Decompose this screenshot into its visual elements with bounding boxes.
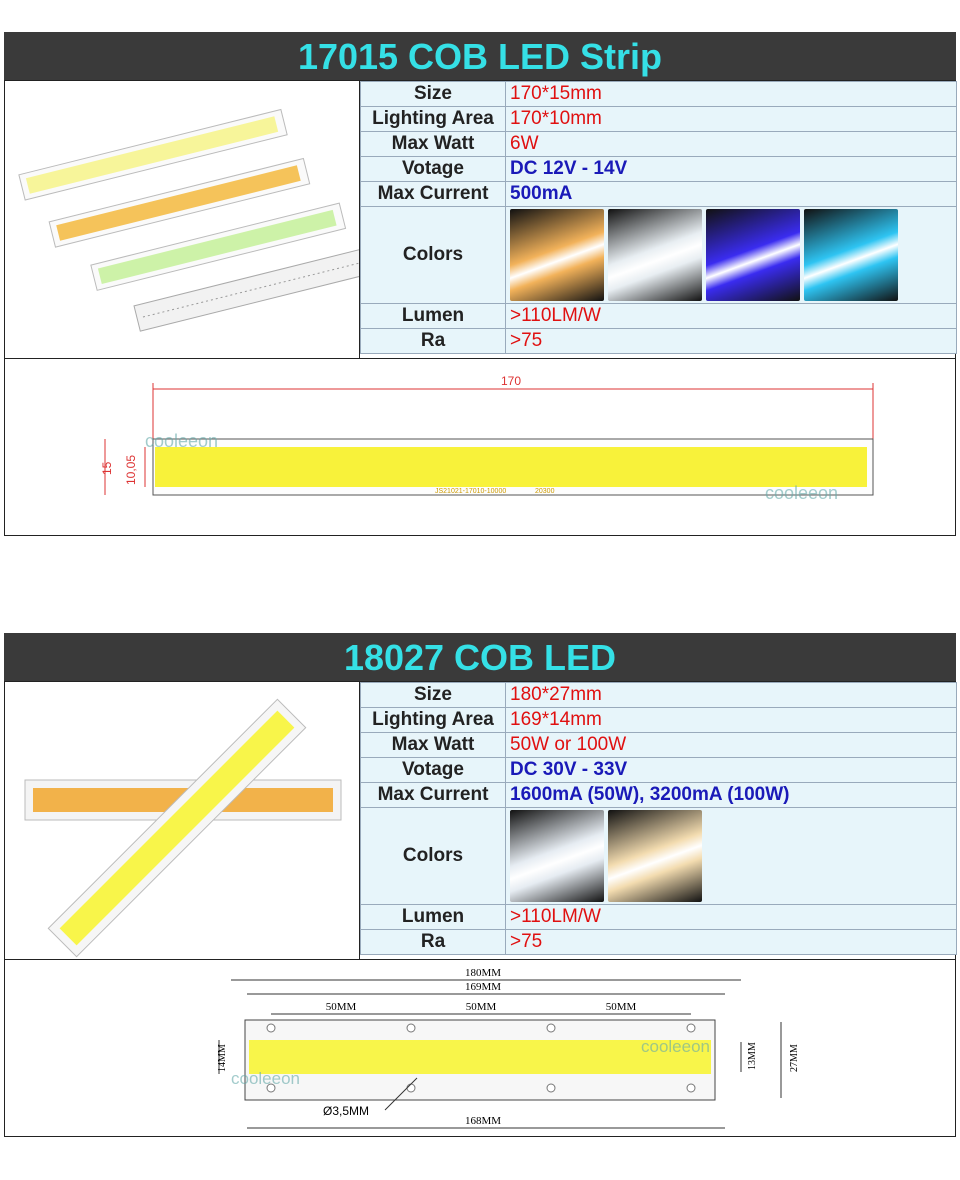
color-swatch bbox=[510, 810, 604, 902]
spec-value: 1600mA (50W), 3200mA (100W) bbox=[506, 783, 957, 808]
spec-value: >110LM/W bbox=[506, 304, 957, 329]
section-title: 17015 COB LED Strip bbox=[4, 32, 956, 80]
product-photo bbox=[5, 682, 360, 960]
spec-row-size bbox=[361, 683, 957, 708]
spec-label: Max Watt bbox=[361, 733, 506, 758]
spec-label: Colors bbox=[361, 808, 506, 905]
section-title: 18027 COB LED bbox=[4, 633, 956, 681]
spec-row-max-watt bbox=[361, 132, 957, 157]
product-photo bbox=[5, 81, 360, 359]
spec-label: Lighting Area bbox=[361, 107, 506, 132]
spec-label: Size bbox=[361, 683, 506, 708]
watermark: cooleeon bbox=[765, 483, 839, 503]
spec-label: Votage bbox=[361, 157, 506, 182]
spec-row-ra bbox=[361, 930, 957, 955]
spec-value: 170*10mm bbox=[506, 107, 957, 132]
spec-value: 169*14mm bbox=[506, 708, 957, 733]
spec-label: Ra bbox=[361, 329, 506, 354]
spec-table bbox=[360, 682, 957, 955]
pcb-text: JS21021-17010-10000 bbox=[435, 488, 507, 495]
dim-total-length: 180MM bbox=[464, 967, 502, 979]
spec-row-max-watt bbox=[361, 733, 957, 758]
color-swatch bbox=[804, 209, 898, 301]
product-section-17015 bbox=[4, 32, 956, 536]
spec-value: 180*27mm bbox=[506, 683, 957, 708]
spec-row-size bbox=[361, 82, 957, 107]
color-swatch bbox=[608, 810, 702, 902]
dim-length: 170 bbox=[500, 374, 522, 388]
color-swatch bbox=[706, 209, 800, 301]
spec-label: Lumen bbox=[361, 304, 506, 329]
spec-row-votage bbox=[361, 157, 957, 182]
spec-row-max-current bbox=[361, 182, 957, 207]
dim-spacing: 50MM bbox=[465, 1001, 497, 1013]
spec-row-ra bbox=[361, 329, 957, 354]
watermark: cooleeon bbox=[641, 1037, 711, 1056]
spec-label: Max Current bbox=[361, 182, 506, 207]
pcb-code: 20300 bbox=[535, 488, 555, 495]
dim-spacing: 50MM bbox=[325, 1001, 357, 1013]
color-swatches bbox=[506, 808, 957, 905]
dim-lit-height: 10,05 bbox=[124, 454, 138, 485]
product-spec-box bbox=[4, 681, 956, 961]
dimension-drawing bbox=[4, 959, 956, 1137]
spec-value: 6W bbox=[506, 132, 957, 157]
spec-row-lumen bbox=[361, 304, 957, 329]
color-swatches bbox=[506, 207, 957, 304]
spec-value: DC 30V - 33V bbox=[506, 758, 957, 783]
spec-label: Ra bbox=[361, 930, 506, 955]
spec-label: Lighting Area bbox=[361, 708, 506, 733]
spec-value: >75 bbox=[506, 329, 957, 354]
spec-value: >75 bbox=[506, 930, 957, 955]
spec-value: DC 12V - 14V bbox=[506, 157, 957, 182]
dim-height: 15 bbox=[100, 461, 114, 475]
spec-row-max-current bbox=[361, 783, 957, 808]
spec-label: Votage bbox=[361, 758, 506, 783]
dim-inner-length: 168MM bbox=[464, 1115, 502, 1127]
spec-row-colors bbox=[361, 207, 957, 304]
spec-row-lumen bbox=[361, 905, 957, 930]
spec-row-colors bbox=[361, 808, 957, 905]
spec-row-lighting-area bbox=[361, 708, 957, 733]
spec-value: 500mA bbox=[506, 182, 957, 207]
color-swatch bbox=[510, 209, 604, 301]
spec-label: Max Watt bbox=[361, 132, 506, 157]
spec-row-lighting-area bbox=[361, 107, 957, 132]
dim-total-height: 27MM bbox=[789, 1044, 800, 1072]
spec-label: Colors bbox=[361, 207, 506, 304]
dim-lit-length: 169MM bbox=[464, 981, 502, 993]
spec-label: Max Current bbox=[361, 783, 506, 808]
product-section-18027 bbox=[4, 633, 956, 1137]
spec-table bbox=[360, 81, 957, 354]
product-spec-box bbox=[4, 80, 956, 360]
color-swatch bbox=[608, 209, 702, 301]
watermark: cooleeon bbox=[231, 1069, 301, 1088]
spec-value: 50W or 100W bbox=[506, 733, 957, 758]
watermark: cooleeon bbox=[145, 431, 219, 451]
dim-hole: Ø3,5MM bbox=[323, 1104, 370, 1118]
dim-lit-height: 14MM bbox=[217, 1044, 228, 1072]
spec-value: >110LM/W bbox=[506, 905, 957, 930]
spec-row-votage bbox=[361, 758, 957, 783]
spec-value: 170*15mm bbox=[506, 82, 957, 107]
spec-label: Lumen bbox=[361, 905, 506, 930]
dim-inner-height: 13MM bbox=[747, 1042, 758, 1070]
spec-label: Size bbox=[361, 82, 506, 107]
dimension-drawing bbox=[4, 358, 956, 536]
dim-spacing: 50MM bbox=[605, 1001, 637, 1013]
